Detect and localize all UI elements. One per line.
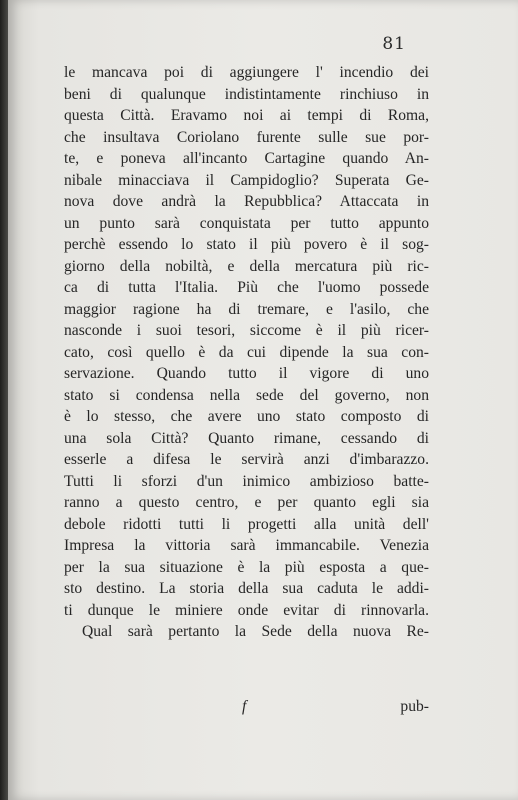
text-line-paragraph-start: Qual sarà pertanto la Sede della nuova Re-: [82, 623, 429, 640]
page-footer: [64, 698, 429, 720]
text-line: un punto sarà conquistata per tutto appunto: [64, 214, 429, 232]
page-number: 81: [382, 34, 406, 54]
text-line: perchè essendo lo stato il più povero è il sog-: [64, 236, 429, 253]
text-line: debole ridotti tutti li progetti alla unità dell': [64, 515, 429, 533]
text-line: te, e poneva all'incanto Cartagine quando An-: [64, 150, 429, 167]
text-line: nova dove andrà la Repubblica? Attaccata in: [64, 193, 429, 210]
catchword: pub-: [400, 698, 429, 715]
book-spine-edge: [0, 0, 8, 800]
text-line: che insultava Coriolano furente sulle sue por-: [64, 128, 429, 146]
book-page: [8, 0, 518, 800]
text-line: beni di qualunque indistintamente rinchiuso in: [64, 85, 429, 103]
text-line: servazione. Quando tutto il vigore di uno: [64, 365, 429, 382]
text-line: stato si condensa nella sede del governo, non: [64, 386, 429, 404]
text-line: nibale minacciava il Campidoglio? Superata Ge-: [64, 171, 429, 189]
text-line: le mancava poi di aggiungere l' incendio dei: [64, 64, 429, 81]
text-line: è lo stesso, che avere uno stato composto di: [64, 408, 429, 425]
text-line: ranno a questo centro, e per quanto egli sia: [64, 494, 429, 511]
signature-mark: f: [242, 698, 247, 715]
text-line: maggior ragione ha di tremare, e l'asilo, che: [64, 300, 429, 318]
text-line: questa Città. Eravamo noi ai tempi di Roma,: [64, 107, 429, 124]
text-line: giorno della nobiltà, e della mercatura più ric-: [64, 257, 429, 275]
text-line: sto destino. La storia della sua caduta le addi-: [64, 580, 429, 597]
text-line: Tutti li sforzi d'un inimico ambizioso batte-: [64, 472, 429, 490]
page-body-text: [64, 62, 429, 643]
text-line: Impresa la vittoria sarà immancabile. Venezia: [64, 537, 429, 554]
text-line: una sola Città? Quanto rimane, cessando di: [64, 429, 429, 447]
text-line: cato, così quello è da cui dipende la sua con-: [64, 343, 429, 361]
text-line: ca di tutta l'Italia. Più che l'uomo possede: [64, 279, 429, 296]
text-line: ti dunque le miniere onde evitar di rinnovarla.: [64, 601, 429, 619]
text-line: esserle a difesa le servirà anzi d'imbarazzo.: [64, 451, 429, 468]
text-line: per la sua situazione è la più esposta a que-: [64, 558, 429, 576]
text-line: nasconde i suoi tesori, siccome è il più ricer-: [64, 322, 429, 339]
